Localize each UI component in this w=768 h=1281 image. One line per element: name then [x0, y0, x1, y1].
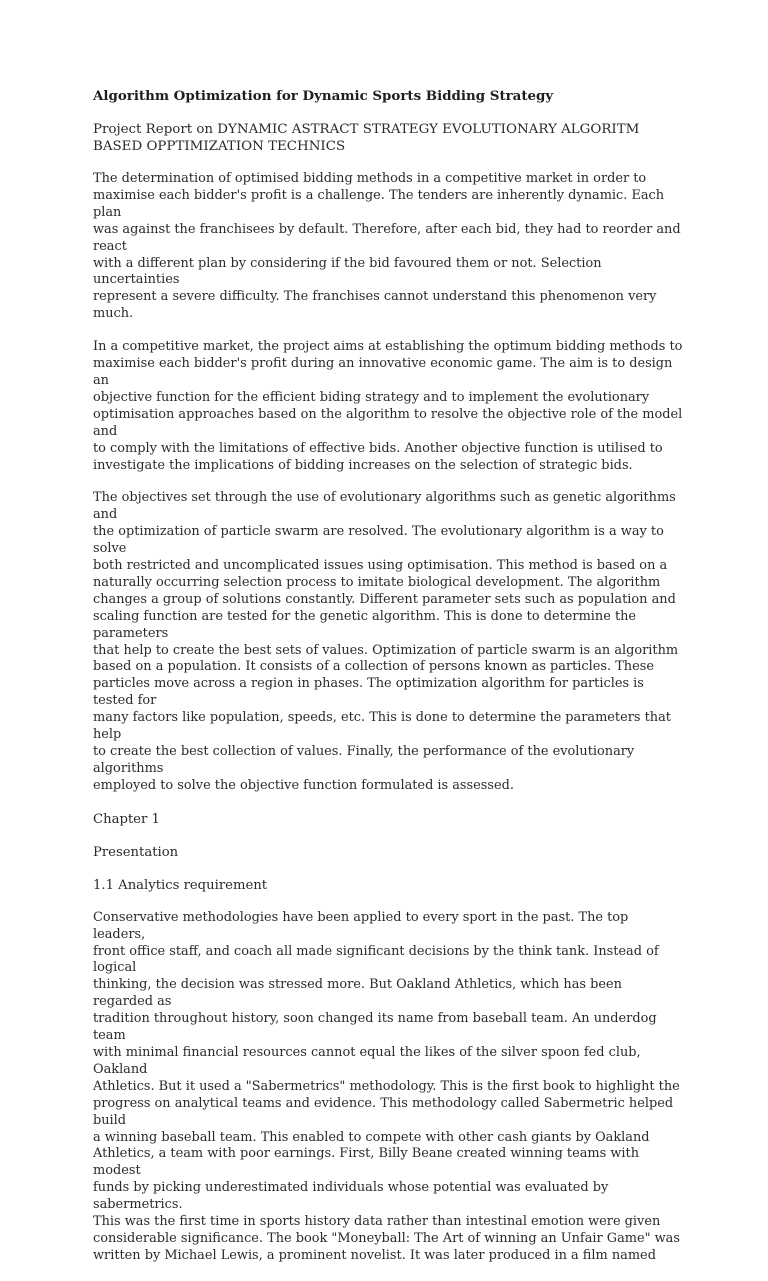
- subsection-heading: 1.1 Analytics requirement: [93, 877, 268, 893]
- paragraph-problem-statement: The determination of optimised bidding methods in a competitive market in order to maximise each bidder's profit is a challenge. The tenders are inherently dynamic. Each plan was against the franchisees by default. Therefore, after each bid, they had to reorder and react with a different plan by considering if the bid favoured them or not. Selection uncertainties represent a severe difficulty. The franchises cannot understand this phenomenon very much.: [93, 171, 681, 322]
- document-title: Algorithm Optimization for Dynamic Sports Bidding Strategy: [93, 88, 554, 104]
- document-body: [93, 88, 683, 1281]
- paragraph-project-aim: In a competitive market, the project aims at establishing the optimum bidding methods to maximise each bidder's profit during an innovative economic game. The aim is to design an objective function for the efficient biding strategy and to implement the evolutionary optimisation approaches based on the algorithm to resolve the objective role of the model and to comply with the limitations of effective bids. Another objective function is utilised to investigate the implications of bidding increases on the selection of strategic bids.: [93, 339, 683, 473]
- document-subtitle: Project Report on DYNAMIC ASTRACT STRATEGY EVOLUTIONARY ALGORITM BASED OPPTIMIZATION TECHNICS: [93, 122, 640, 154]
- paragraph-objectives: The objectives set through the use of evolutionary algorithms such as genetic algorithms and the optimization of particle swarm are resolved. The evolutionary algorithm is a way to solve both restricted and uncomplicated issues using optimisation. This method is based on a naturally occurring selection process to imitate biological development. The algorithm changes a group of solutions constantly. Different parameter sets such as population and scaling function are tested for the genetic algorithm. This is done to determine the parameters that help to create the best sets of values. Optimization of particle swarm is an algorithm based on a population. It consists of a collection of persons known as particles. These particles move across a region in phases. The optimization algorithm for particles is tested for many factors like population, speeds, etc. This is done to determine the parameters that help to create the best collection of values. Finally, the performance of the evolutionary algorithms employed to solve the objective function formulated is assessed.: [93, 490, 679, 793]
- paragraph-analytics-requirement: Conservative methodologies have been applied to every sport in the past. The top leaders, front office staff, and coach all made significant decisions by the think tank. Instead of logical thinking, the decision was stressed more. But Oakland Athletics, which has been regarded as tradition throughout history, soon changed its name from baseball team. An underdog team with minimal financial resources cannot equal the likes of the silver spoon fed club, Oakland Athletics. But it used a "Sabermetrics" methodology. This is the first book to highlight the progress on analytical teams and evidence. This methodology called Sabermetric helped build a winning baseball team. This enabled to compete with other cash giants by Oakland Athletics, a team with poor earnings. First, Billy Beane created winning teams with modest funds by picking underestimated individuals whose potential was evaluated by sabermetrics. This was the first time in sports history data rather than intestinal emotion were given considerable significance. The book "Moneyball: The Art of winning an Unfair Game" was written by Michael Lewis, a prominent novelist. It was later produced in a film named: [93, 909, 680, 1263]
- section-heading: Presentation: [93, 844, 179, 860]
- chapter-label: Chapter 1: [93, 811, 160, 827]
